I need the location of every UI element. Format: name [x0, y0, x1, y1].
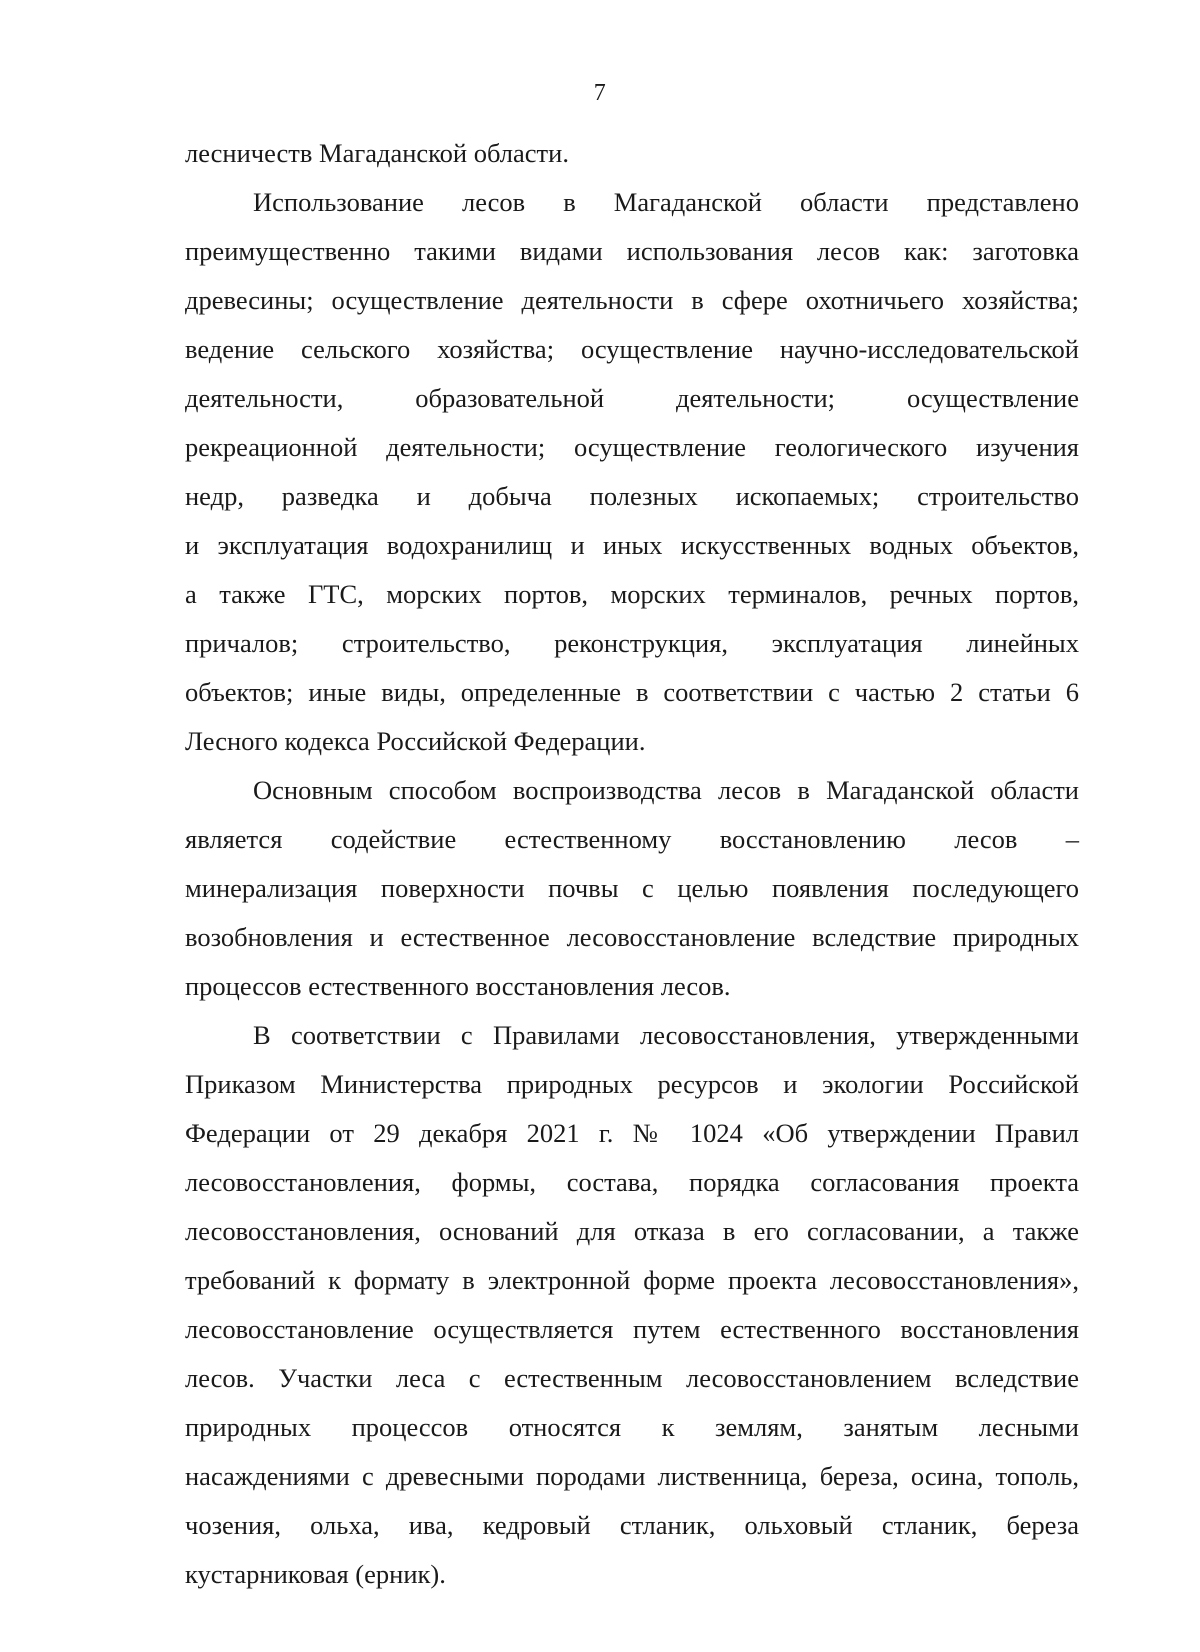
text-line: лесов. Участки леса с естественным лесовосстановлением вследствие: [185, 1363, 1079, 1393]
text-line: лесничеств Магаданской области.: [185, 138, 569, 168]
text-line: насаждениями с древесными породами лиственница, береза, осина, тополь,: [185, 1461, 1079, 1491]
text-line: является содействие естественному восстановлению лесов –: [185, 824, 1079, 854]
text-line: древесины; осуществление деятельности в сфере охотничьего хозяйства;: [185, 285, 1079, 315]
text-line: кустарниковая (ерник).: [185, 1559, 446, 1589]
text-line: требований к формату в электронной форме проекта лесовосстановления»,: [185, 1265, 1079, 1295]
text-line: Федерации от 29 декабря 2021 г. № 1024 «Об утверждении Правил: [185, 1118, 1079, 1148]
text-line: Приказом Министерства природных ресурсов и экологии Российской: [185, 1069, 1079, 1099]
text-line: а также ГТС, морских портов, морских терминалов, речных портов,: [185, 579, 1079, 609]
text-line: В соответствии с Правилами лесовосстановления, утвержденными: [253, 1020, 1079, 1050]
text-line: Использование лесов в Магаданской области представлено: [253, 187, 1079, 217]
text-line: лесовосстановления, формы, состава, порядка согласования проекта: [185, 1167, 1079, 1197]
document-body: [185, 129, 1079, 1599]
text-line: Основным способом воспроизводства лесов в Магаданской области: [253, 775, 1079, 805]
text-line: лесовосстановления, оснований для отказа в его согласовании, а также: [185, 1216, 1079, 1246]
text-line: недр, разведка и добыча полезных ископаемых; строительство: [185, 481, 1079, 511]
text-line: чозения, ольха, ива, кедровый стланик, ольховый стланик, береза: [185, 1510, 1079, 1540]
text-line: ведение сельского хозяйства; осуществление научно-исследовательской: [185, 334, 1079, 364]
text-line: лесовосстановление осуществляется путем естественного восстановления: [185, 1314, 1079, 1344]
text-line: деятельности, образовательной деятельности; осуществление: [185, 383, 1079, 413]
text-line: процессов естественного восстановления лесов.: [185, 971, 731, 1001]
text-line: Лесного кодекса Российской Федерации.: [185, 726, 646, 756]
text-line: рекреационной деятельности; осуществление геологического изучения: [185, 432, 1079, 462]
text-line: причалов; строительство, реконструкция, эксплуатация линейных: [185, 628, 1079, 658]
text-line: объектов; иные виды, определенные в соответствии с частью 2 статьи 6: [185, 677, 1079, 707]
text-line: преимущественно такими видами использования лесов как: заготовка: [185, 236, 1079, 266]
page-number: 7: [593, 80, 607, 106]
text-line: минерализация поверхности почвы с целью появления последующего: [185, 873, 1079, 903]
text-line: возобновления и естественное лесовосстановление вследствие природных: [185, 922, 1079, 952]
text-line: природных процессов относятся к землям, занятым лесными: [185, 1412, 1079, 1442]
text-line: и эксплуатация водохранилищ и иных искусственных водных объектов,: [185, 530, 1079, 560]
